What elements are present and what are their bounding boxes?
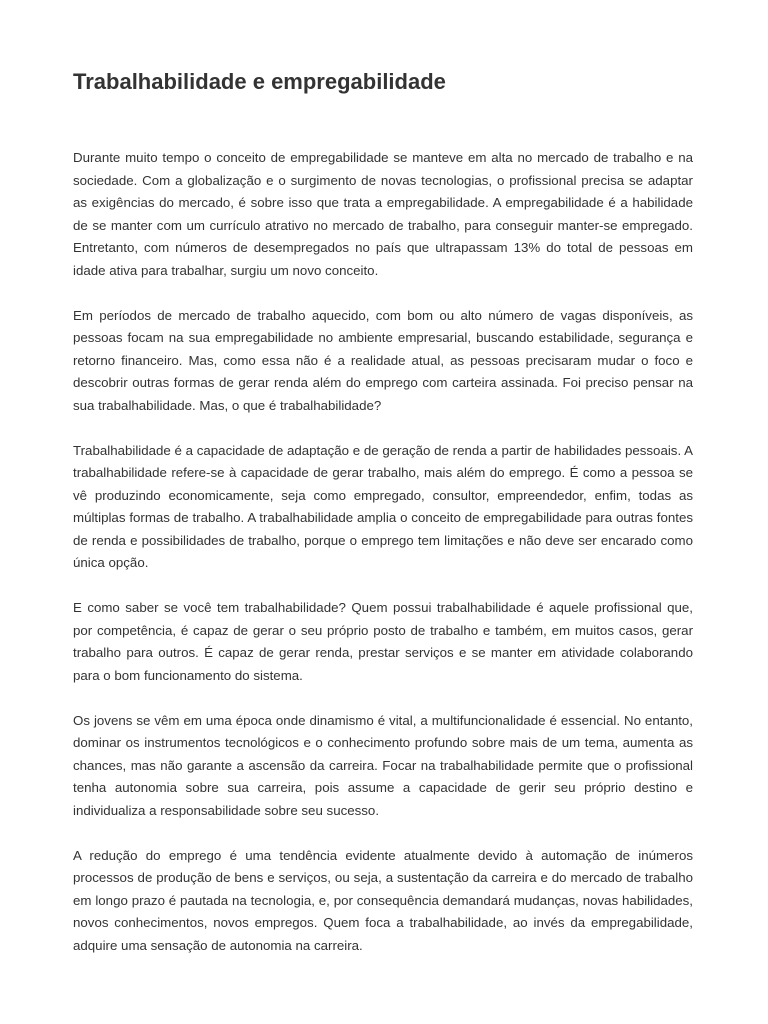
page-title: Trabalhabilidade e empregabilidade (73, 69, 446, 94)
paragraph-4: E como saber se você tem trabalhabilidade? Quem possui trabalhabilidade é aquele profissional que, por competência, é capaz de gerar o seu próprio posto de trabalho e também, em muitos casos, gerar trabalho para outros. É capaz de gerar renda, prestar serviços e se manter em atividade colaborando para o bom funcionamento do sistema. (73, 600, 693, 683)
paragraph-1: Durante muito tempo o conceito de empregabilidade se manteve em alta no mercado de trabalho e na sociedade. Com a globalização e o surgimento de novas tecnologias, o profissional precisa se adaptar as exigências do mercado, é sobre isso que trata a empregabilidade. A empregabilidade é a habilidade de se manter com um currículo atrativo no mercado de trabalho, para conseguir manter-se empregado. Entretanto, com números de desempregados no país que ultrapassam 13% do total de pessoas em idade ativa para trabalhar, surgiu um novo conceito. (73, 150, 693, 278)
paragraph-5: Os jovens se vêm em uma época onde dinamismo é vital, a multifuncionalidade é essencial. No entanto, dominar os instrumentos tecnológicos e o conhecimento profundo sobre mais de um tema, aumenta as chances, mas não garante a ascensão da carreira. Focar na trabalhabilidade permite que o profissional tenha autonomia sobre sua carreira, pois assume a capacidade de gerir seu próprio destino e individualiza a responsabilidade sobre seu sucesso. (73, 712, 693, 818)
article-body (73, 147, 693, 980)
paragraph-3: Trabalhabilidade é a capacidade de adaptação e de geração de renda a partir de habilidades pessoais. A trabalhabilidade refere-se à capacidade de gerar trabalho, mais além do emprego. É como a pessoa se vê produzindo economicamente, seja como empregado, consultor, empreendedor, enfim, todas as múltiplas formas de trabalho. A trabalhabilidade amplia o conceito de empregabilidade para outras fontes de renda e possibilidades de trabalho, porque o emprego tem limitações e não deve ser encarado como única opção. (73, 442, 693, 570)
paragraph-6: A redução do emprego é uma tendência evidente atualmente devido à automação de inúmeros processos de produção de bens e serviços, ou seja, a sustentação da carreira e do mercado de trabalho em longo prazo é pautada na tecnologia, e, por consequência demandará mudanças, novas habilidades, novos conhecimentos, novos empregos. Quem foca a trabalhabilidade, ao invés da empregabilidade, adquire uma sensação de autonomia na carreira. (73, 847, 693, 953)
paragraph-2: Em períodos de mercado de trabalho aquecido, com bom ou alto número de vagas disponíveis, as pessoas focam na sua empregabilidade no ambiente empresarial, buscando estabilidade, segurança e retorno financeiro. Mas, como essa não é a realidade atual, as pessoas precisaram mudar o foco e descobrir outras formas de gerar renda além do emprego com carteira assinada. Foi preciso pensar na sua trabalhabilidade. Mas, o que é trabalhabilidade? (73, 307, 693, 413)
